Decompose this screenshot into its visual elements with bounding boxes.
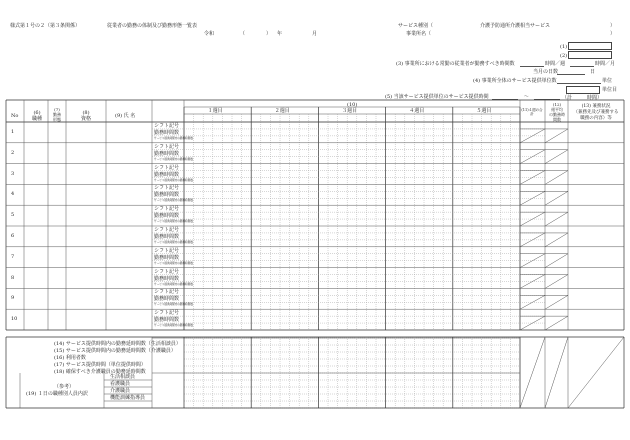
row-label-1: シフト記号 <box>154 143 180 150</box>
footer-category-2: 看護職員 <box>110 381 131 387</box>
week-header-1: １週目 <box>207 108 223 114</box>
week-header-5: ５週目 <box>476 108 492 114</box>
service-type-label: サービス種別（ <box>398 23 434 29</box>
row-label-3: サービス提供時間内の勤務時間数 <box>154 178 193 182</box>
month-label: 月 <box>312 31 318 37</box>
row-number: 10 <box>11 316 18 323</box>
row-number: 9 <box>11 295 15 302</box>
row-label-3: サービス提供時間内の勤務時間数 <box>154 241 193 244</box>
row-label-2: 勤務時間数 <box>154 233 180 240</box>
row-number: 1 <box>11 129 15 135</box>
row-label-1: シフト記号 <box>154 247 180 254</box>
footer-ref: （参考） <box>54 384 75 390</box>
office-name-label: 事業所名（ <box>406 31 432 37</box>
row-label-3: サービス提供時間内の勤務時間数 <box>154 220 193 224</box>
footer-15: (15) サービス提供時間内の勤務延時間数（介護職員） <box>54 348 176 354</box>
row-label-1: シフト記号 <box>154 227 180 233</box>
service-type-value: 介護予防通所介護相当サービス <box>480 23 551 29</box>
week-header-3: ３週目 <box>342 108 358 114</box>
col-qualification-header: (8) 資格 <box>80 110 91 122</box>
col-occupation-header: (6) 職種 <box>31 110 42 122</box>
service-type-close: ） <box>610 23 616 29</box>
col-13-header: (13) 兼務状況 （兼務先及び兼務する 職務の内容）等 <box>573 104 619 121</box>
footer-16: (16) 利用者数 <box>54 355 86 361</box>
col-11-header: (11)４週の合計 <box>521 108 543 116</box>
row-label-1: シフト記号 <box>154 123 180 129</box>
unit-number-label: 単位目 <box>602 87 618 93</box>
summary-item1: (1) <box>560 44 568 50</box>
row-number: 4 <box>11 191 15 198</box>
year-label: 年 <box>277 31 283 37</box>
row-label-2: 勤務時間数 <box>154 129 180 136</box>
row-number: 8 <box>11 274 15 281</box>
footer-category-3: 介護職員 <box>110 388 131 394</box>
row-label-1: シフト記号 <box>154 310 180 317</box>
week-header-2: ２週目 <box>274 108 290 114</box>
row-label-2: 勤務時間数 <box>154 150 180 157</box>
row-label-2: 勤務時間数 <box>154 171 180 178</box>
row-number: 3 <box>11 170 15 177</box>
col-name-header: (9) 氏 名 <box>115 113 136 119</box>
footer-17: (17) サービス提供時間（単位提供時間） <box>54 362 146 368</box>
row-label-2: 勤務時間数 <box>154 317 180 324</box>
footer-category-4: 機能訓練指導員 <box>110 395 146 401</box>
summary-item3-label: (3) 事業所における常勤の従業者が勤務すべき時間数 <box>396 61 515 67</box>
row-label-3: サービス提供時間内の勤務時間数 <box>154 137 193 140</box>
row-label-2: 勤務時間数 <box>154 213 180 220</box>
col-10-header: (10) <box>347 102 358 108</box>
row-label-1: シフト記号 <box>154 289 180 296</box>
summary-item3-day: 日 <box>590 69 596 75</box>
summary-item4-unit: 単位 <box>602 78 613 84</box>
col-work-style-header: (7) 勤務 形態 <box>53 107 61 122</box>
form-id: 様式第１号の２（第３条関係） <box>10 23 81 29</box>
summary-item2: (2) <box>560 53 568 59</box>
row-number: 6 <box>11 233 15 239</box>
row-label-3: サービス提供時間内の勤務時間数 <box>154 261 193 265</box>
footer-category-1: 生活相談員 <box>110 374 136 380</box>
week-header-4: ４週目 <box>409 108 425 114</box>
summary-item4-label: (4) 事業所全体のサービス提供単位数 <box>473 78 557 84</box>
row-label-1: シフト記号 <box>154 206 180 213</box>
row-label-1: シフト記号 <box>154 268 180 275</box>
row-label-2: 勤務時間数 <box>154 254 180 261</box>
summary-item3-unit1: 時間／週 <box>545 61 566 67</box>
summary-item3-month: 当月の日数 <box>533 69 559 75</box>
row-label-1: シフト記号 <box>154 185 180 192</box>
summary-item3-unit2: 時間／月 <box>595 61 616 67</box>
col-12-header: (12) 週平均 の勤務時 間数 <box>549 102 565 122</box>
row-label-2: 勤務時間数 <box>154 296 180 303</box>
row-label-3: サービス提供時間内の勤務時間数 <box>154 303 193 307</box>
row-number: 7 <box>11 253 15 260</box>
summary-item5-unit: （計 時間） <box>562 95 603 101</box>
era-paren-open: （ <box>240 31 246 37</box>
row-label-2: 勤務時間数 <box>154 192 180 199</box>
row-label-3: サービス提供時間内の勤務時間数 <box>154 199 193 203</box>
summary-item5-label: (5) 当該サービス提供単位のサービス提供時間 <box>385 94 489 100</box>
row-label-3: サービス提供時間内の勤務時間数 <box>154 324 193 328</box>
summary-item5-tilde: ～ <box>524 94 530 100</box>
document-title: 従業者の勤務の体制及び勤務形態一覧表 <box>107 23 198 29</box>
row-label-3: サービス提供時間内の勤務時間数 <box>154 282 193 286</box>
era-label: 令和 <box>204 31 215 37</box>
office-name-close: ） <box>610 31 616 37</box>
footer-14: (14) サービス提供時間内の勤務延時間数（生活相談員） <box>54 341 181 347</box>
row-label-3: サービス提供時間内の勤務時間数 <box>154 157 193 161</box>
row-label-2: 勤務時間数 <box>154 275 180 282</box>
row-label-1: シフト記号 <box>154 164 180 171</box>
row-number: 5 <box>11 212 15 219</box>
col-no-header: No <box>11 113 19 119</box>
era-paren-close: ） <box>266 31 272 37</box>
footer-19: (19) １日の職種別人員内訳 <box>26 391 88 397</box>
row-number: 2 <box>11 149 15 156</box>
footer-18: (18) 確保すべき介護職員の勤務延時間数 <box>54 369 146 375</box>
